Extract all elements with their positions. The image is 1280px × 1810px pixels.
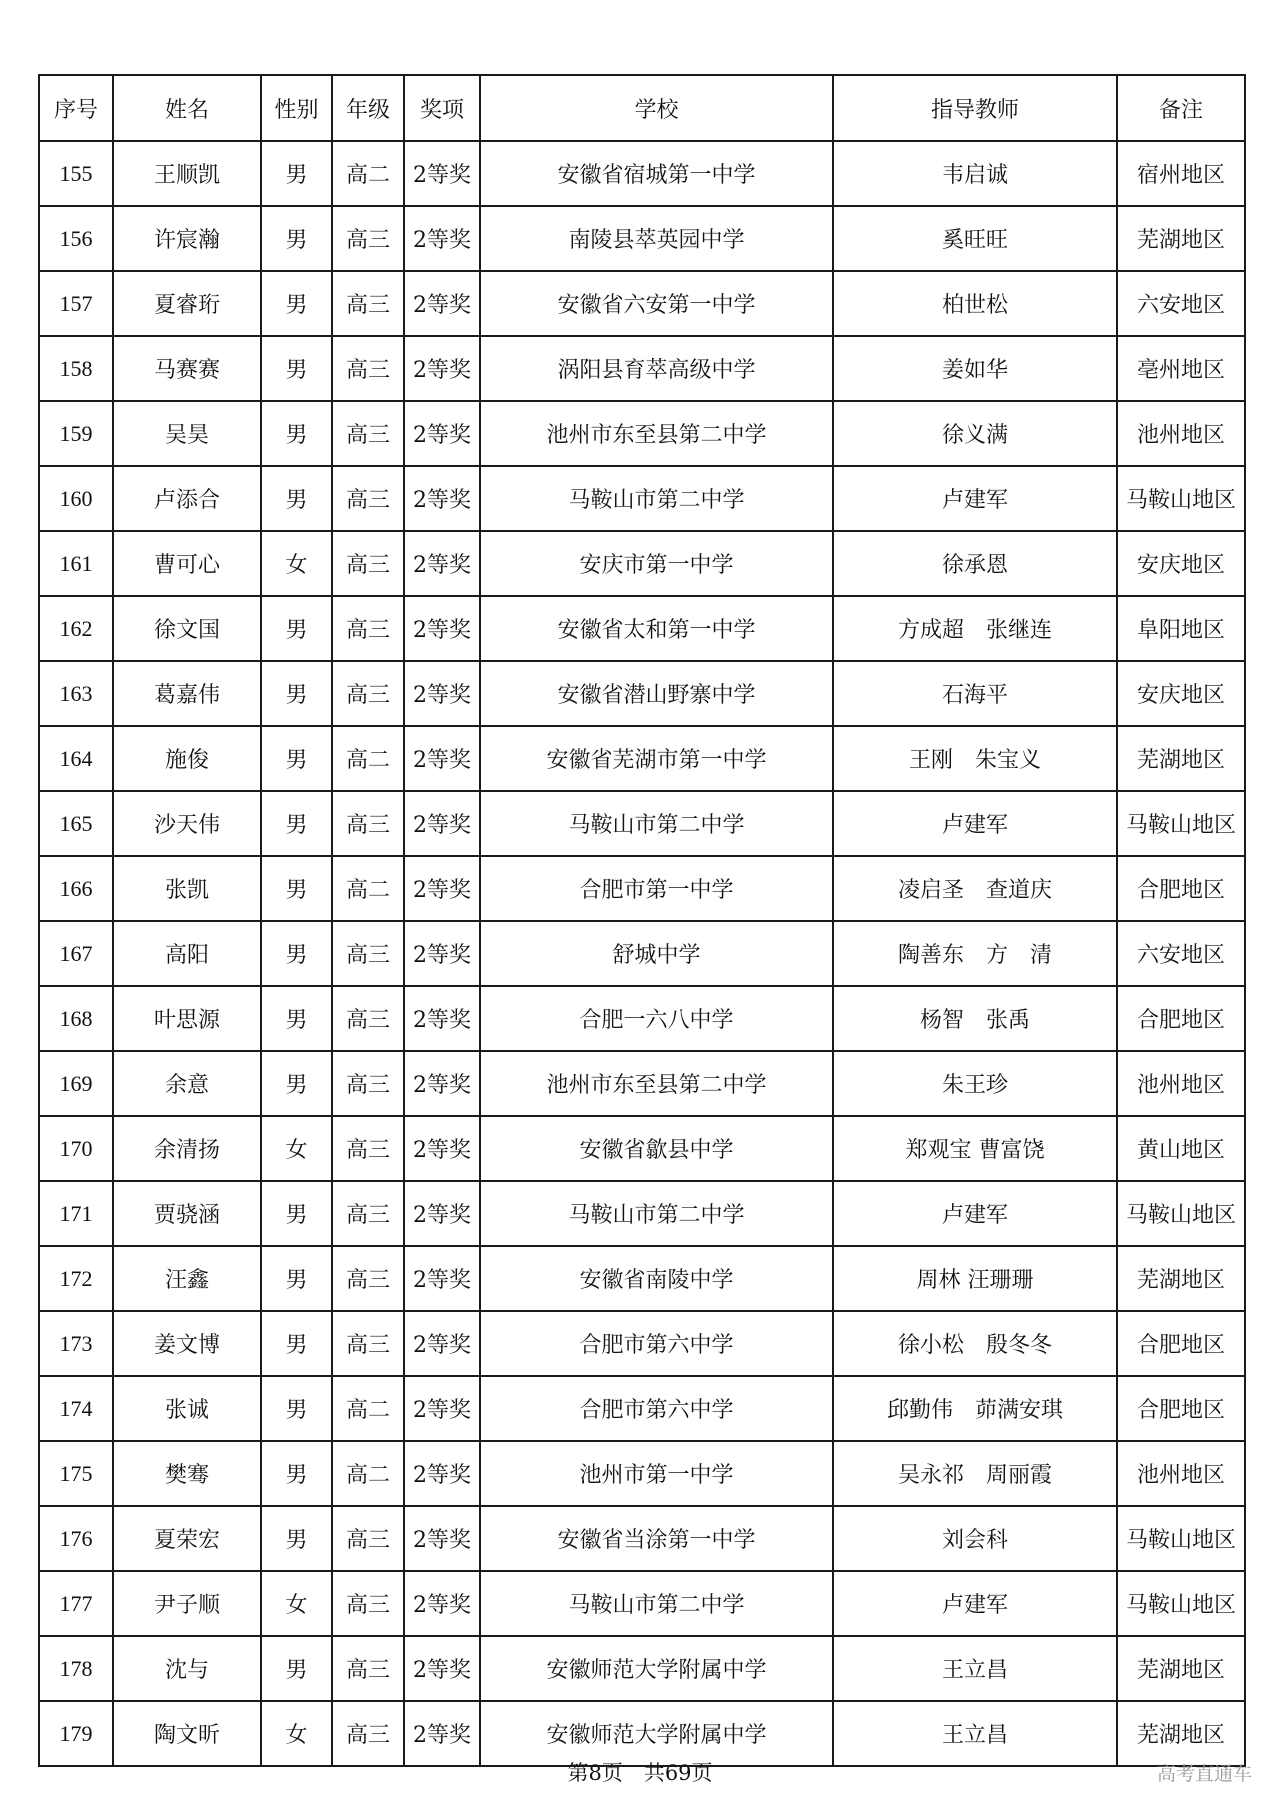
cell-remark: 芜湖地区 [1117, 206, 1245, 271]
cell-teacher: 杨智 张禹 [833, 986, 1117, 1051]
cell-teacher: 周林 汪珊珊 [833, 1246, 1117, 1311]
cell-school: 马鞍山市第二中学 [480, 466, 833, 531]
cell-grade: 高三 [332, 1506, 404, 1571]
table-row [39, 856, 1245, 921]
header-award: 奖项 [404, 75, 480, 141]
page-number: 第8页 共69页 [567, 1761, 713, 1785]
cell-school: 涡阳县育萃高级中学 [480, 336, 833, 401]
cell-school: 马鞍山市第二中学 [480, 1181, 833, 1246]
table-row [39, 531, 1245, 596]
cell-seq: 163 [39, 661, 113, 726]
cell-teacher: 王立昌 [833, 1636, 1117, 1701]
cell-award: 2等奖 [404, 1181, 480, 1246]
cell-name: 汪鑫 [113, 1246, 261, 1311]
cell-seq: 174 [39, 1376, 113, 1441]
table-row [39, 1246, 1245, 1311]
cell-grade: 高三 [332, 1701, 404, 1766]
cell-award: 2等奖 [404, 856, 480, 921]
cell-teacher: 徐小松 殷冬冬 [833, 1311, 1117, 1376]
cell-seq: 155 [39, 141, 113, 206]
cell-grade: 高三 [332, 1246, 404, 1311]
cell-teacher: 奚旺旺 [833, 206, 1117, 271]
cell-gender: 男 [261, 921, 332, 986]
cell-seq: 167 [39, 921, 113, 986]
cell-award: 2等奖 [404, 1441, 480, 1506]
cell-name: 姜文博 [113, 1311, 261, 1376]
cell-award: 2等奖 [404, 401, 480, 466]
cell-name: 尹子顺 [113, 1571, 261, 1636]
cell-teacher: 姜如华 [833, 336, 1117, 401]
cell-name: 夏荣宏 [113, 1506, 261, 1571]
cell-name: 吴昊 [113, 401, 261, 466]
table-body [39, 141, 1245, 1766]
table-row [39, 986, 1245, 1051]
table-row [39, 1181, 1245, 1246]
cell-name: 余意 [113, 1051, 261, 1116]
table-row [39, 1441, 1245, 1506]
cell-name: 叶思源 [113, 986, 261, 1051]
cell-seq: 165 [39, 791, 113, 856]
cell-remark: 宿州地区 [1117, 141, 1245, 206]
header-school: 学校 [480, 75, 833, 141]
cell-award: 2等奖 [404, 1311, 480, 1376]
cell-school: 舒城中学 [480, 921, 833, 986]
cell-remark: 马鞍山地区 [1117, 1571, 1245, 1636]
cell-school: 安徽师范大学附属中学 [480, 1636, 833, 1701]
cell-seq: 164 [39, 726, 113, 791]
cell-name: 徐文国 [113, 596, 261, 661]
cell-gender: 男 [261, 466, 332, 531]
cell-grade: 高三 [332, 661, 404, 726]
cell-school: 池州市东至县第二中学 [480, 1051, 833, 1116]
cell-grade: 高三 [332, 271, 404, 336]
cell-grade: 高三 [332, 206, 404, 271]
cell-school: 池州市东至县第二中学 [480, 401, 833, 466]
cell-remark: 黄山地区 [1117, 1116, 1245, 1181]
cell-gender: 男 [261, 986, 332, 1051]
header-remark: 备注 [1117, 75, 1245, 141]
cell-gender: 男 [261, 791, 332, 856]
cell-grade: 高三 [332, 531, 404, 596]
cell-award: 2等奖 [404, 1701, 480, 1766]
cell-award: 2等奖 [404, 206, 480, 271]
cell-gender: 男 [261, 1376, 332, 1441]
cell-award: 2等奖 [404, 596, 480, 661]
cell-award: 2等奖 [404, 531, 480, 596]
cell-teacher: 刘会科 [833, 1506, 1117, 1571]
cell-gender: 男 [261, 661, 332, 726]
cell-name: 卢添合 [113, 466, 261, 531]
cell-grade: 高二 [332, 726, 404, 791]
cell-seq: 166 [39, 856, 113, 921]
cell-award: 2等奖 [404, 1571, 480, 1636]
cell-remark: 亳州地区 [1117, 336, 1245, 401]
cell-gender: 男 [261, 1506, 332, 1571]
cell-award: 2等奖 [404, 986, 480, 1051]
cell-name: 夏睿珩 [113, 271, 261, 336]
cell-remark: 安庆地区 [1117, 531, 1245, 596]
cell-remark: 马鞍山地区 [1117, 1506, 1245, 1571]
cell-school: 合肥一六八中学 [480, 986, 833, 1051]
cell-grade: 高三 [332, 336, 404, 401]
cell-seq: 159 [39, 401, 113, 466]
cell-teacher: 王立昌 [833, 1701, 1117, 1766]
cell-remark: 安庆地区 [1117, 661, 1245, 726]
table-row [39, 336, 1245, 401]
header-teacher: 指导教师 [833, 75, 1117, 141]
cell-school: 马鞍山市第二中学 [480, 1571, 833, 1636]
cell-school: 合肥市第六中学 [480, 1311, 833, 1376]
cell-school: 安徽省南陵中学 [480, 1246, 833, 1311]
cell-award: 2等奖 [404, 661, 480, 726]
cell-gender: 男 [261, 1246, 332, 1311]
cell-gender: 男 [261, 1441, 332, 1506]
cell-grade: 高三 [332, 1571, 404, 1636]
cell-award: 2等奖 [404, 791, 480, 856]
cell-teacher: 王刚 朱宝义 [833, 726, 1117, 791]
cell-name: 贾骁涵 [113, 1181, 261, 1246]
cell-name: 王顺凯 [113, 141, 261, 206]
cell-teacher: 卢建军 [833, 1571, 1117, 1636]
cell-name: 余清扬 [113, 1116, 261, 1181]
cell-remark: 合肥地区 [1117, 986, 1245, 1051]
table-row [39, 466, 1245, 531]
cell-gender: 男 [261, 271, 332, 336]
table-row [39, 271, 1245, 336]
cell-grade: 高二 [332, 141, 404, 206]
cell-award: 2等奖 [404, 1636, 480, 1701]
cell-remark: 合肥地区 [1117, 856, 1245, 921]
cell-grade: 高三 [332, 791, 404, 856]
cell-gender: 男 [261, 1311, 332, 1376]
cell-school: 安徽省六安第一中学 [480, 271, 833, 336]
cell-teacher: 凌启圣 查道庆 [833, 856, 1117, 921]
cell-seq: 176 [39, 1506, 113, 1571]
cell-school: 池州市第一中学 [480, 1441, 833, 1506]
cell-grade: 高三 [332, 1116, 404, 1181]
table-row [39, 1311, 1245, 1376]
cell-remark: 芜湖地区 [1117, 1636, 1245, 1701]
cell-school: 安徽省太和第一中学 [480, 596, 833, 661]
cell-gender: 男 [261, 1051, 332, 1116]
table-row [39, 206, 1245, 271]
cell-name: 许宸瀚 [113, 206, 261, 271]
cell-gender: 男 [261, 401, 332, 466]
header-seq: 序号 [39, 75, 113, 141]
cell-grade: 高三 [332, 1636, 404, 1701]
cell-grade: 高二 [332, 1376, 404, 1441]
table-row [39, 1051, 1245, 1116]
cell-seq: 161 [39, 531, 113, 596]
cell-teacher: 邱勤伟 茆满安琪 [833, 1376, 1117, 1441]
cell-school: 合肥市第六中学 [480, 1376, 833, 1441]
cell-seq: 177 [39, 1571, 113, 1636]
cell-teacher: 石海平 [833, 661, 1117, 726]
cell-remark: 马鞍山地区 [1117, 466, 1245, 531]
cell-seq: 170 [39, 1116, 113, 1181]
cell-seq: 179 [39, 1701, 113, 1766]
cell-grade: 高三 [332, 401, 404, 466]
cell-award: 2等奖 [404, 466, 480, 531]
table-row [39, 726, 1245, 791]
table-header-row [39, 75, 1245, 141]
cell-school: 安徽省歙县中学 [480, 1116, 833, 1181]
cell-teacher: 陶善东 方 清 [833, 921, 1117, 986]
cell-name: 施俊 [113, 726, 261, 791]
table-row [39, 1506, 1245, 1571]
cell-school: 安徽省当涂第一中学 [480, 1506, 833, 1571]
header-name: 姓名 [113, 75, 261, 141]
cell-teacher: 卢建军 [833, 791, 1117, 856]
cell-grade: 高三 [332, 1051, 404, 1116]
cell-name: 沙天伟 [113, 791, 261, 856]
cell-grade: 高三 [332, 1181, 404, 1246]
cell-remark: 芜湖地区 [1117, 1701, 1245, 1766]
cell-seq: 168 [39, 986, 113, 1051]
table-row [39, 1571, 1245, 1636]
cell-gender: 男 [261, 596, 332, 661]
cell-seq: 175 [39, 1441, 113, 1506]
watermark: 高考直通车 [1156, 1763, 1252, 1785]
cell-remark: 马鞍山地区 [1117, 791, 1245, 856]
table-row [39, 1376, 1245, 1441]
cell-gender: 男 [261, 336, 332, 401]
cell-gender: 男 [261, 856, 332, 921]
cell-gender: 男 [261, 206, 332, 271]
cell-remark: 池州地区 [1117, 1051, 1245, 1116]
header-grade: 年级 [332, 75, 404, 141]
table-row [39, 661, 1245, 726]
cell-seq: 160 [39, 466, 113, 531]
cell-remark: 合肥地区 [1117, 1376, 1245, 1441]
cell-teacher: 韦启诚 [833, 141, 1117, 206]
cell-school: 安徽省宿城第一中学 [480, 141, 833, 206]
cell-remark: 阜阳地区 [1117, 596, 1245, 661]
table-row [39, 1116, 1245, 1181]
cell-gender: 女 [261, 1701, 332, 1766]
cell-award: 2等奖 [404, 1116, 480, 1181]
cell-name: 高阳 [113, 921, 261, 986]
cell-gender: 男 [261, 141, 332, 206]
cell-name: 张凯 [113, 856, 261, 921]
cell-seq: 156 [39, 206, 113, 271]
cell-school: 安徽省潜山野寨中学 [480, 661, 833, 726]
cell-seq: 173 [39, 1311, 113, 1376]
cell-remark: 六安地区 [1117, 921, 1245, 986]
table-row [39, 141, 1245, 206]
cell-school: 南陵县萃英园中学 [480, 206, 833, 271]
cell-teacher: 方成超 张继连 [833, 596, 1117, 661]
cell-award: 2等奖 [404, 921, 480, 986]
cell-seq: 169 [39, 1051, 113, 1116]
cell-gender: 男 [261, 1636, 332, 1701]
cell-grade: 高三 [332, 596, 404, 661]
cell-seq: 172 [39, 1246, 113, 1311]
cell-grade: 高三 [332, 1311, 404, 1376]
cell-name: 张诚 [113, 1376, 261, 1441]
cell-teacher: 吴永祁 周丽霞 [833, 1441, 1117, 1506]
cell-seq: 158 [39, 336, 113, 401]
table-row [39, 791, 1245, 856]
table-row [39, 921, 1245, 986]
cell-gender: 女 [261, 1571, 332, 1636]
cell-gender: 女 [261, 1116, 332, 1181]
table-row [39, 596, 1245, 661]
table-row [39, 401, 1245, 466]
cell-name: 樊骞 [113, 1441, 261, 1506]
cell-remark: 芜湖地区 [1117, 1246, 1245, 1311]
cell-name: 沈与 [113, 1636, 261, 1701]
cell-name: 曹可心 [113, 531, 261, 596]
cell-name: 马赛赛 [113, 336, 261, 401]
header-gender: 性别 [261, 75, 332, 141]
cell-teacher: 徐承恩 [833, 531, 1117, 596]
cell-grade: 高三 [332, 466, 404, 531]
awards-table [38, 74, 1246, 1767]
cell-grade: 高二 [332, 856, 404, 921]
cell-award: 2等奖 [404, 141, 480, 206]
cell-teacher: 柏世松 [833, 271, 1117, 336]
cell-seq: 162 [39, 596, 113, 661]
cell-grade: 高二 [332, 1441, 404, 1506]
cell-grade: 高三 [332, 921, 404, 986]
cell-gender: 女 [261, 531, 332, 596]
cell-award: 2等奖 [404, 726, 480, 791]
cell-remark: 池州地区 [1117, 401, 1245, 466]
cell-gender: 男 [261, 726, 332, 791]
cell-seq: 171 [39, 1181, 113, 1246]
cell-name: 葛嘉伟 [113, 661, 261, 726]
cell-grade: 高三 [332, 986, 404, 1051]
cell-teacher: 郑观宝 曹富饶 [833, 1116, 1117, 1181]
cell-remark: 合肥地区 [1117, 1311, 1245, 1376]
cell-award: 2等奖 [404, 1051, 480, 1116]
table-row [39, 1636, 1245, 1701]
cell-school: 安庆市第一中学 [480, 531, 833, 596]
cell-remark: 马鞍山地区 [1117, 1181, 1245, 1246]
cell-award: 2等奖 [404, 271, 480, 336]
cell-award: 2等奖 [404, 1246, 480, 1311]
cell-remark: 六安地区 [1117, 271, 1245, 336]
cell-award: 2等奖 [404, 1506, 480, 1571]
cell-school: 合肥市第一中学 [480, 856, 833, 921]
cell-name: 陶文昕 [113, 1701, 261, 1766]
cell-award: 2等奖 [404, 336, 480, 401]
cell-teacher: 卢建军 [833, 1181, 1117, 1246]
cell-remark: 池州地区 [1117, 1441, 1245, 1506]
cell-teacher: 徐义满 [833, 401, 1117, 466]
cell-gender: 男 [261, 1181, 332, 1246]
cell-teacher: 卢建军 [833, 466, 1117, 531]
cell-remark: 芜湖地区 [1117, 726, 1245, 791]
cell-school: 安徽省芜湖市第一中学 [480, 726, 833, 791]
cell-teacher: 朱王珍 [833, 1051, 1117, 1116]
cell-seq: 178 [39, 1636, 113, 1701]
cell-award: 2等奖 [404, 1376, 480, 1441]
cell-school: 安徽师范大学附属中学 [480, 1701, 833, 1766]
cell-school: 马鞍山市第二中学 [480, 791, 833, 856]
cell-seq: 157 [39, 271, 113, 336]
